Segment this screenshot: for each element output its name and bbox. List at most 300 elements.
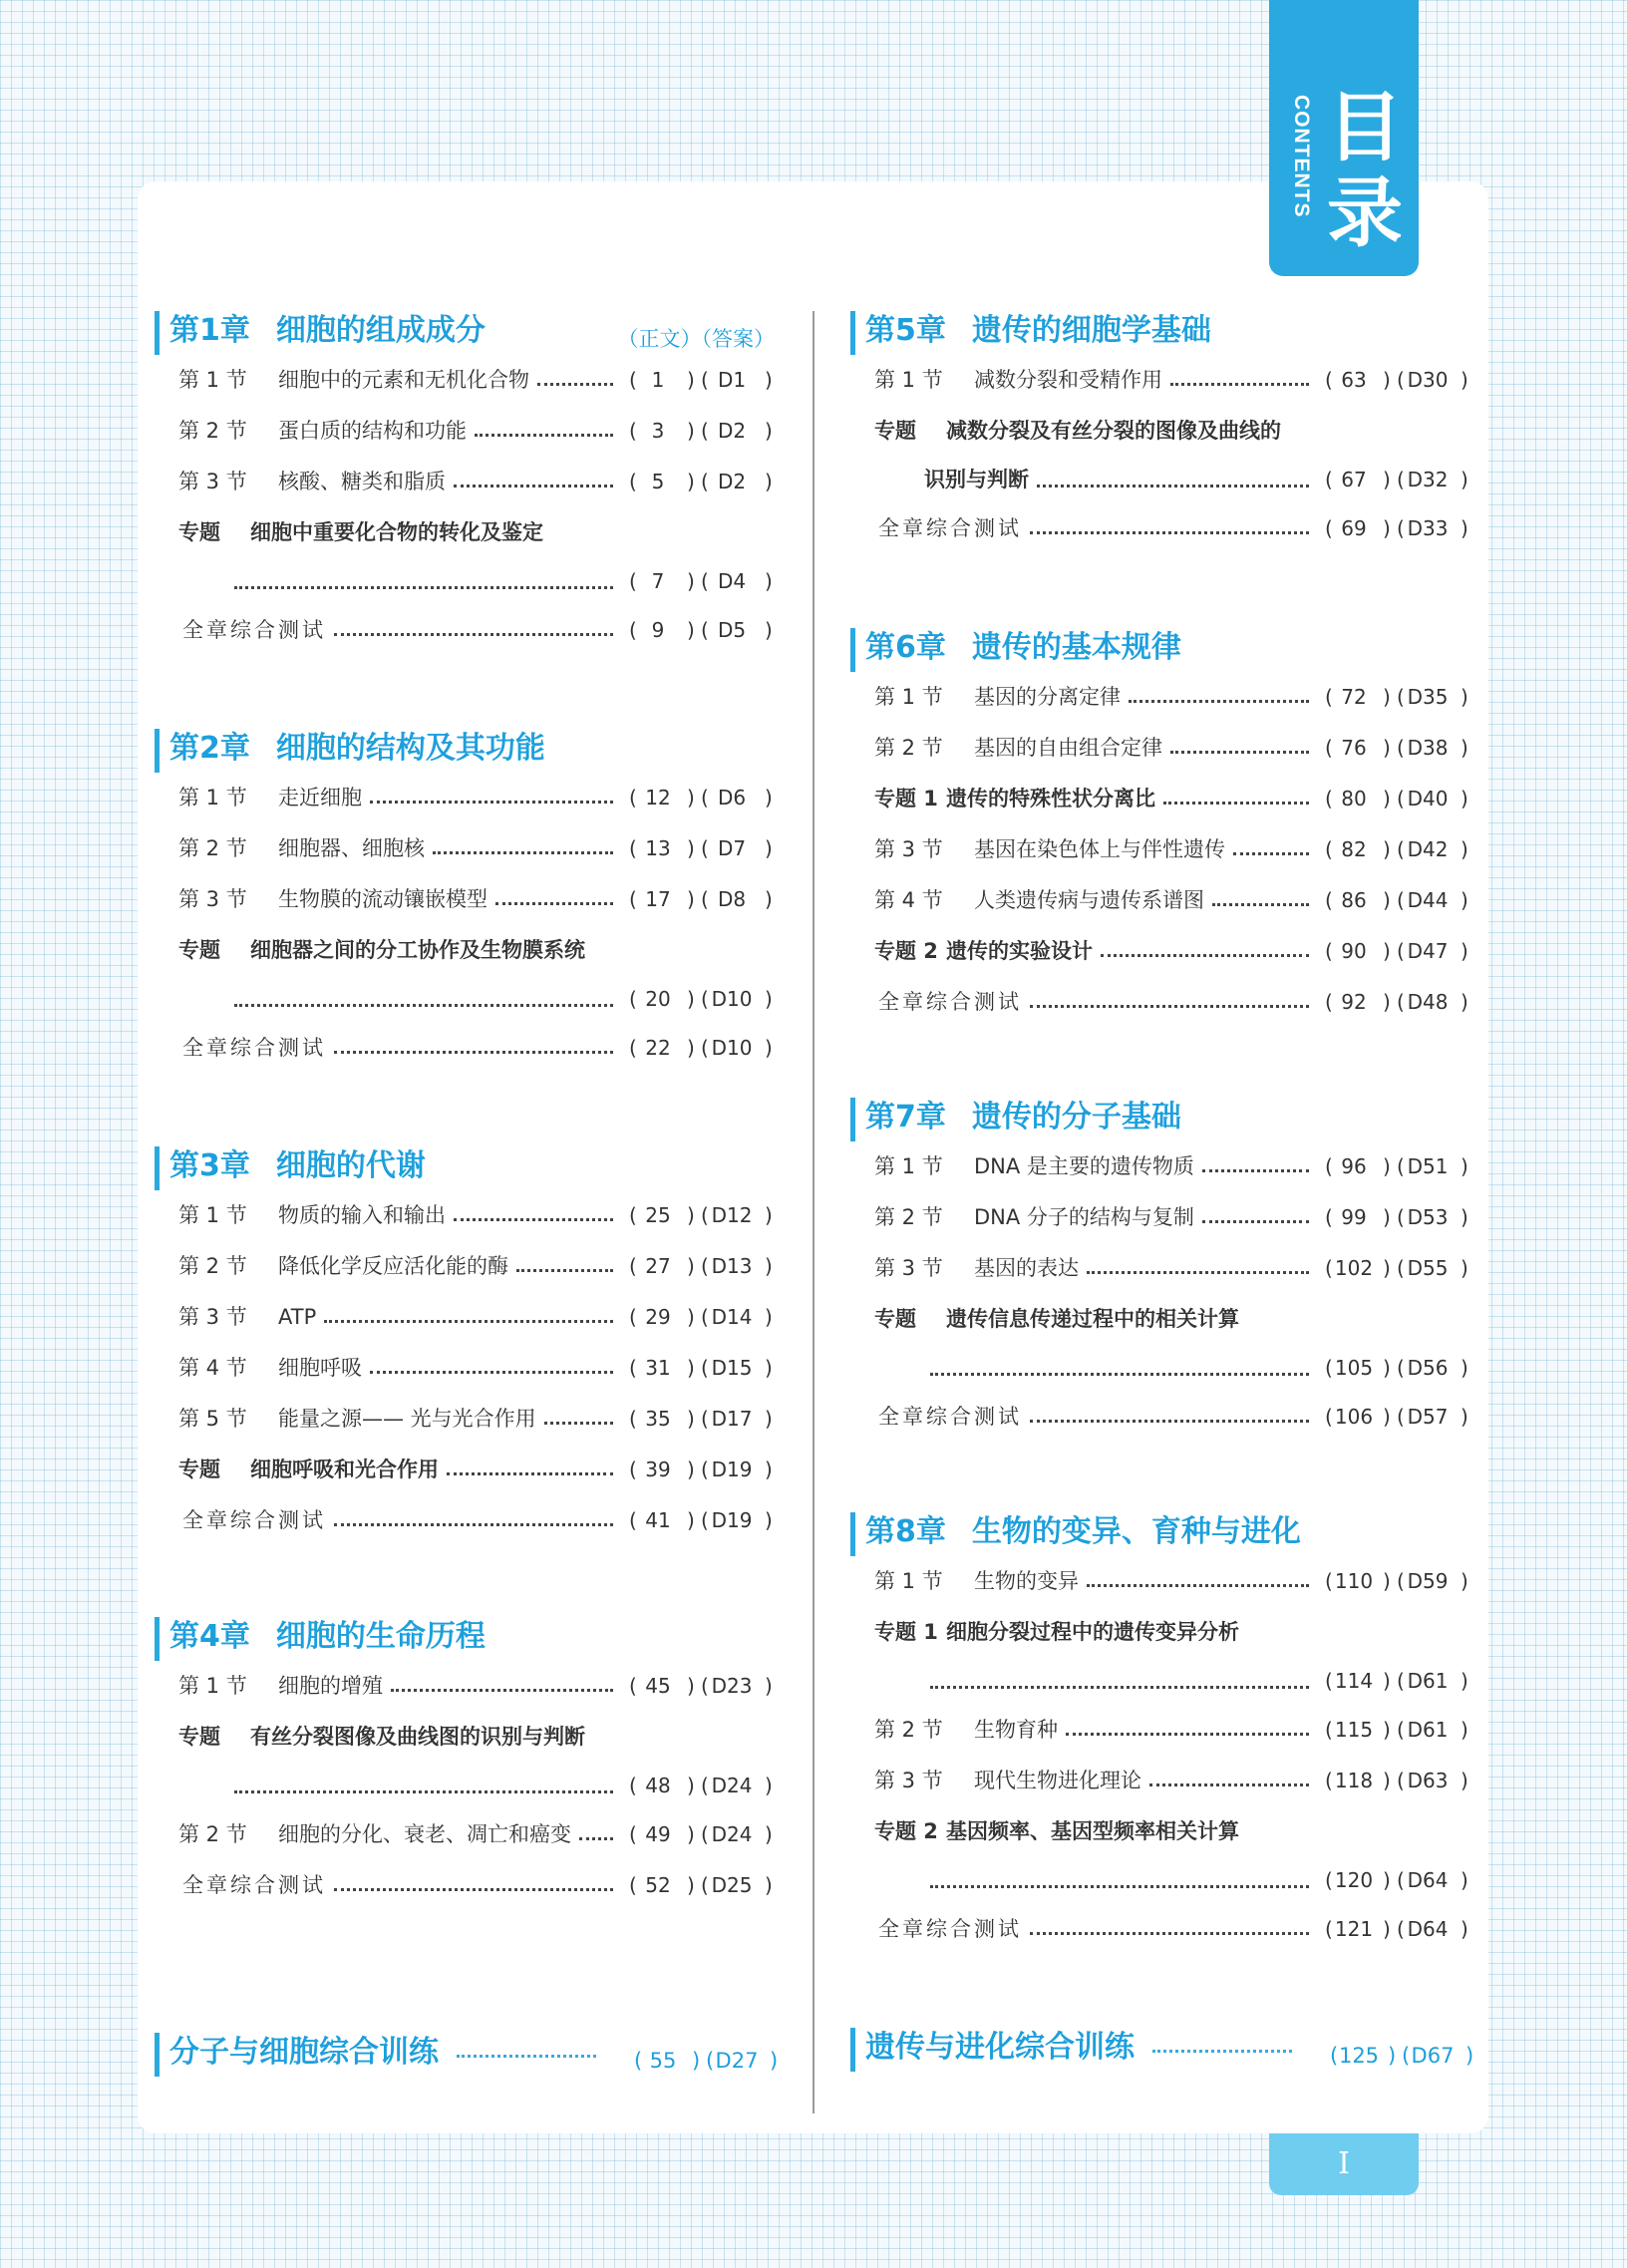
paren-close: ) — [1461, 1917, 1468, 1941]
toc-entry-chapter-test[interactable] — [850, 1904, 1470, 1955]
comprehensive-training[interactable] — [850, 2028, 1474, 2072]
dot-leader — [1087, 1271, 1309, 1274]
dot-leader — [475, 434, 613, 437]
entry-title: 基因在染色体上与伴性遗传 — [974, 837, 1225, 861]
toc-entry-topic[interactable] — [850, 926, 1470, 977]
paren-open: ( — [1325, 1769, 1333, 1792]
paren-close: ) — [765, 1203, 773, 1227]
toc-entry-continuation[interactable] — [850, 1345, 1470, 1392]
paren-open: ( — [701, 786, 709, 810]
answer-page-value: D33 — [1407, 516, 1449, 540]
paren-open: ( — [1397, 787, 1405, 810]
paren-open: ( — [1325, 1405, 1333, 1429]
entry-title: 走近细胞 — [278, 786, 362, 810]
chapter-4 — [850, 1512, 1470, 1955]
paren-open: ( — [1397, 1669, 1405, 1693]
entry-text — [178, 457, 446, 507]
paren-close: ) — [1388, 2044, 1397, 2068]
dot-leader — [1066, 1733, 1309, 1736]
chapter-2 — [155, 729, 775, 1074]
toc-entry-section[interactable] — [155, 1292, 775, 1343]
entry-text — [874, 672, 1121, 723]
toc-entry-chapter-test[interactable] — [850, 977, 1470, 1028]
paren-open: ( — [629, 987, 637, 1011]
paren-open: ( — [1397, 1917, 1405, 1941]
entry-label: 第 1 节 — [178, 1674, 247, 1698]
toc-entry-section[interactable] — [850, 672, 1470, 723]
paren-open: ( — [1397, 1718, 1405, 1742]
answer-page-value: D35 — [1407, 685, 1449, 709]
toc-entry-continuation[interactable] — [155, 1763, 775, 1809]
answer-page-value: D24 — [711, 1774, 753, 1797]
page-number-value: 3 — [651, 419, 665, 443]
answer-page-value: D38 — [1407, 736, 1449, 760]
answer-page-value: D19 — [711, 1458, 753, 1481]
toc-entry-section[interactable] — [155, 1343, 775, 1394]
toc-entry-topic[interactable] — [155, 925, 775, 976]
paren-open: ( — [629, 1356, 637, 1380]
answer-page-value: D6 — [717, 786, 747, 810]
entry-label: 专题 1 — [874, 1620, 938, 1644]
toc-entry-topic[interactable] — [850, 774, 1470, 824]
contents-title: 目录 — [1327, 83, 1403, 257]
dot-leader — [433, 851, 613, 854]
paren-open: ( — [1397, 1154, 1405, 1178]
entry-label: 专题 — [874, 419, 916, 443]
entry-title: 基因的自由组合定律 — [974, 736, 1162, 760]
paren-open: ( — [1397, 736, 1405, 760]
answer-page-value: D51 — [1407, 1154, 1449, 1178]
entry-title: 细胞呼吸 — [278, 1356, 362, 1380]
entry-text — [874, 1705, 1058, 1756]
paren-close: ) — [765, 569, 773, 593]
entry-text — [878, 503, 1022, 554]
paren-close: ) — [1383, 1569, 1391, 1593]
paren-open: ( — [629, 836, 637, 860]
paren-close: ) — [687, 1305, 695, 1329]
entry-label: 第 1 节 — [874, 1569, 943, 1593]
chapter-name: 遗传的基本规律 — [971, 630, 1181, 665]
entry-title: 蛋白质的结构和功能 — [278, 419, 467, 443]
entry-label: 专题 1 — [874, 787, 938, 810]
entry-title: 全章综合测试 — [182, 1036, 326, 1060]
entry-title: 全章综合测试 — [878, 990, 1022, 1014]
toc-entry-section[interactable] — [155, 773, 775, 823]
paren-close: ) — [1383, 1205, 1391, 1229]
paren-open: ( — [701, 987, 709, 1011]
paren-open: ( — [701, 1674, 709, 1698]
paren-open: ( — [1397, 1205, 1405, 1229]
dot-leader — [324, 1320, 613, 1323]
page-number-value: 35 — [645, 1407, 671, 1431]
paren-open: ( — [629, 1873, 637, 1897]
paren-open: ( — [1325, 1868, 1333, 1892]
paren-close: ) — [687, 1822, 695, 1846]
paren-open: ( — [701, 618, 709, 642]
toc-entry-chapter-test[interactable] — [850, 1392, 1470, 1443]
answer-page-value: D5 — [717, 618, 747, 642]
paren-open: ( — [701, 836, 709, 860]
answer-page-value: D59 — [1407, 1569, 1449, 1593]
toc-entry-section[interactable] — [850, 1243, 1470, 1294]
answer-page-value: D32 — [1407, 468, 1449, 491]
paren-close: ) — [687, 470, 695, 493]
toc-entry-topic[interactable] — [850, 1607, 1470, 1658]
chapter-heading — [155, 1146, 775, 1190]
page-number-value: 90 — [1341, 939, 1367, 963]
dot-leader — [1170, 383, 1309, 386]
paren-open: ( — [701, 1254, 709, 1278]
paren-close: ) — [1461, 837, 1468, 861]
chapter-heading — [155, 729, 775, 773]
entry-text — [874, 1756, 1141, 1806]
toc-entry-section[interactable] — [155, 823, 775, 874]
toc-entry-section[interactable] — [850, 1192, 1470, 1243]
paren-open: ( — [629, 618, 637, 642]
chapter-name: 遗传的细胞学基础 — [971, 313, 1211, 348]
paren-open: ( — [629, 1822, 637, 1846]
chapter-name: 细胞的结构及其功能 — [275, 731, 545, 766]
toc-entry-continuation[interactable] — [850, 1658, 1470, 1705]
entry-title: 全章综合测试 — [182, 618, 326, 642]
paren-open: ( — [1397, 685, 1405, 709]
paren-close: ) — [1383, 1405, 1391, 1429]
paren-open: ( — [1397, 1868, 1405, 1892]
answer-page-value: D2 — [717, 470, 747, 493]
entry-label: 第 1 节 — [874, 368, 943, 392]
paren-close: ) — [1461, 468, 1468, 491]
paren-close: ) — [1383, 837, 1391, 861]
paren-open: ( — [1397, 939, 1405, 963]
chapter-label: 第1章 — [169, 313, 250, 348]
entry-title: DNA 分子的结构与复制 — [974, 1205, 1194, 1229]
paren-open: ( — [1397, 516, 1405, 540]
toc-entry-section[interactable] — [850, 824, 1470, 875]
answer-page-value: D56 — [1407, 1356, 1449, 1380]
paren-open: ( — [1325, 516, 1333, 540]
entry-text — [178, 1809, 571, 1860]
paren-open: ( — [701, 1356, 709, 1380]
toc-entry-chapter-test[interactable] — [155, 605, 775, 656]
dot-leader — [370, 1371, 613, 1374]
column-note: （正文）（答案） — [617, 327, 775, 351]
toc-entry-section[interactable] — [155, 874, 775, 925]
paren-close: ) — [1383, 990, 1391, 1014]
toc-entry-continuation[interactable] — [155, 976, 775, 1023]
toc-entry-section[interactable] — [155, 1661, 775, 1712]
paren-open: ( — [1325, 1718, 1333, 1742]
paren-open: ( — [1325, 468, 1333, 491]
paren-close: ) — [765, 618, 773, 642]
paren-close: ) — [765, 419, 773, 443]
dot-leader — [1030, 531, 1309, 534]
toc-entry-section[interactable] — [155, 1241, 775, 1292]
page-number-value: 86 — [1341, 888, 1367, 912]
entry-title: 核酸、糖类和脂质 — [278, 470, 446, 493]
paren-close: ) — [765, 786, 773, 810]
toc-entry-section[interactable] — [155, 355, 775, 406]
answer-page-value: D53 — [1407, 1205, 1449, 1229]
toc-entry-section[interactable] — [850, 1141, 1470, 1192]
entry-text — [178, 507, 543, 558]
paren-close: ) — [765, 836, 773, 860]
chapter-heading — [850, 1512, 1470, 1556]
entry-title: 降低化学反应活化能的酶 — [278, 1254, 508, 1278]
entry-text — [874, 406, 1281, 457]
column-divider — [813, 311, 814, 2113]
chapter-1 — [850, 311, 1470, 554]
paren-open: ( — [701, 1203, 709, 1227]
answer-page-value: D67 — [1411, 2044, 1455, 2068]
paren-open: ( — [1397, 368, 1405, 392]
page-number-value: 27 — [645, 1254, 671, 1278]
training-page-ref — [1330, 2030, 1475, 2070]
paren-open: ( — [1325, 368, 1333, 392]
paren-close: ) — [765, 1873, 773, 1897]
paren-close: ) — [765, 987, 773, 1011]
answer-page-value: D61 — [1407, 1669, 1449, 1693]
entry-title: 细胞器、细胞核 — [278, 836, 425, 860]
toc-entry-chapter-test[interactable] — [850, 503, 1470, 554]
toc-entry-section[interactable] — [155, 1190, 775, 1241]
toc-entry-topic[interactable] — [850, 406, 1470, 457]
answer-page-value: D25 — [711, 1873, 753, 1897]
answer-page-value: D30 — [1407, 368, 1449, 392]
toc-entry-section[interactable] — [850, 875, 1470, 926]
entry-title: 细胞分裂过程中的遗传变异分析 — [946, 1620, 1239, 1644]
paren-open: ( — [1397, 1256, 1405, 1280]
entry-text — [178, 1190, 446, 1241]
toc-entry-continuation[interactable] — [155, 558, 775, 605]
page-number-value: 25 — [645, 1203, 671, 1227]
answer-page-value: D2 — [717, 419, 747, 443]
paren-open: ( — [1325, 1154, 1333, 1178]
toc-entry-topic[interactable] — [850, 1294, 1470, 1345]
entry-text — [874, 1556, 1079, 1607]
paren-close: ) — [1383, 516, 1391, 540]
chapter-heading — [155, 1617, 775, 1661]
training-heading — [155, 2033, 779, 2077]
paren-close: ) — [1461, 368, 1468, 392]
paren-close: ) — [687, 1356, 695, 1380]
toc-entry-section[interactable] — [155, 1809, 775, 1860]
entry-text — [874, 1192, 1194, 1243]
toc-entry-section[interactable] — [155, 406, 775, 457]
entry-text — [178, 1241, 508, 1292]
paren-open: ( — [1397, 1405, 1405, 1429]
paren-close: ) — [687, 786, 695, 810]
entry-text — [182, 605, 326, 656]
entry-title: 基因的表达 — [974, 1256, 1079, 1280]
dot-leader — [930, 1686, 1309, 1689]
paren-close: ) — [1461, 787, 1468, 810]
entry-text — [874, 875, 1204, 926]
entry-text — [178, 355, 529, 406]
dot-leader — [1129, 700, 1309, 703]
paren-close: ) — [1461, 1569, 1468, 1593]
paren-close: ) — [1461, 685, 1468, 709]
paren-close: ) — [1461, 1868, 1468, 1892]
answer-page-value: D64 — [1407, 1917, 1449, 1941]
dot-leader — [516, 1269, 613, 1272]
dot-leader — [334, 1051, 613, 1054]
entry-title: 有丝分裂图像及曲线图的识别与判断 — [250, 1725, 585, 1749]
toc-entry-topic[interactable] — [155, 1445, 775, 1495]
paren-close: ) — [1383, 1256, 1391, 1280]
dot-leader — [495, 902, 613, 905]
toc-entry-section[interactable] — [850, 1556, 1470, 1607]
entry-text — [878, 1904, 1022, 1955]
paren-close: ) — [1461, 1769, 1468, 1792]
entry-label: 第 3 节 — [874, 1256, 943, 1280]
answer-page-value: D23 — [711, 1674, 753, 1698]
chapter-name: 遗传的分子基础 — [971, 1100, 1181, 1134]
paren-open: ( — [629, 1203, 637, 1227]
paren-close: ) — [1461, 736, 1468, 760]
toc-entry-section[interactable] — [850, 355, 1470, 406]
paren-open: ( — [629, 1305, 637, 1329]
entry-text — [178, 773, 362, 823]
toc-entry-section[interactable] — [155, 457, 775, 507]
toc-entry-section[interactable] — [850, 723, 1470, 774]
entry-title: 生物膜的流动镶嵌模型 — [278, 887, 488, 911]
page-number-value: 41 — [645, 1508, 671, 1532]
answer-page-value: D8 — [717, 887, 747, 911]
toc-entry-continuation[interactable] — [850, 457, 1470, 503]
paren-open: ( — [629, 1674, 637, 1698]
entry-label: 第 3 节 — [178, 1305, 247, 1329]
paren-close: ) — [1383, 1769, 1391, 1792]
chapter-label: 第3章 — [169, 1148, 250, 1183]
entry-text — [874, 1607, 1239, 1658]
dot-leader — [234, 586, 613, 589]
paren-close: ) — [1461, 1356, 1468, 1380]
paren-open: ( — [1325, 1917, 1333, 1941]
paren-close: ) — [1461, 1154, 1468, 1178]
entry-text — [178, 1343, 362, 1394]
comprehensive-training[interactable] — [155, 2033, 779, 2077]
page-number-value: 1 — [651, 368, 665, 392]
toc-entry-chapter-test[interactable] — [155, 1860, 775, 1911]
entry-label: 第 2 节 — [178, 1822, 247, 1846]
entry-title: 减数分裂及有丝分裂的图像及曲线的 — [946, 419, 1281, 443]
entry-label: 第 3 节 — [178, 470, 247, 493]
toc-entry-topic[interactable] — [155, 507, 775, 558]
toc-entry-section[interactable] — [850, 1705, 1470, 1756]
answer-page-value: D10 — [711, 987, 753, 1011]
paren-open: ( — [634, 2049, 643, 2073]
entry-label: 第 2 节 — [874, 1718, 943, 1742]
page-number-value: 99 — [1341, 1205, 1367, 1229]
toc-entry-chapter-test[interactable] — [155, 1023, 775, 1074]
dot-leader — [454, 485, 613, 487]
paren-open: ( — [706, 2049, 715, 2073]
paren-close: ) — [687, 419, 695, 443]
entry-label: 第 2 节 — [874, 1205, 943, 1229]
entry-text — [874, 1243, 1079, 1294]
entry-text — [878, 977, 1022, 1028]
entry-label: 第 4 节 — [874, 888, 943, 912]
dot-leader — [1037, 485, 1309, 487]
paren-open: ( — [1325, 1205, 1333, 1229]
page-number-value: 17 — [645, 887, 671, 911]
paren-open: ( — [629, 1254, 637, 1278]
toc-entry-topic[interactable] — [155, 1712, 775, 1763]
entry-title: 全章综合测试 — [878, 1917, 1022, 1941]
page-number-value: 5 — [651, 470, 665, 493]
paren-open: ( — [701, 368, 709, 392]
page-number-value: 48 — [645, 1774, 671, 1797]
page-number-value: 105 — [1334, 1356, 1374, 1380]
entry-title: DNA 是主要的遗传物质 — [974, 1154, 1194, 1178]
chapter-heading — [850, 1098, 1470, 1141]
paren-open: ( — [1325, 685, 1333, 709]
entry-label: 专题 — [178, 1458, 220, 1481]
toc-entry-section[interactable] — [155, 1394, 775, 1445]
toc-entry-topic[interactable] — [850, 1806, 1470, 1857]
contents-tab — [1269, 0, 1419, 276]
paren-close: ) — [687, 1508, 695, 1532]
paren-close: ) — [1383, 1917, 1391, 1941]
entry-title: 遗传的实验设计 — [946, 939, 1093, 963]
entry-title: 遗传的特殊性状分离比 — [946, 787, 1155, 810]
paren-close: ) — [1461, 516, 1468, 540]
paren-open: ( — [1325, 990, 1333, 1014]
toc-entry-section[interactable] — [850, 1756, 1470, 1806]
entry-text — [178, 1445, 439, 1495]
entry-title: 生物的变异 — [974, 1569, 1079, 1593]
paren-close: ) — [1461, 1718, 1468, 1742]
answer-page-value: D1 — [717, 368, 747, 392]
paren-close: ) — [1461, 1669, 1468, 1693]
dot-leader — [447, 1472, 613, 1475]
paren-close: ) — [1461, 1256, 1468, 1280]
toc-entry-continuation[interactable] — [850, 1857, 1470, 1904]
entry-text — [178, 406, 467, 457]
toc-entry-chapter-test[interactable] — [155, 1495, 775, 1546]
paren-open: ( — [629, 1508, 637, 1532]
paren-open: ( — [701, 887, 709, 911]
paren-close: ) — [687, 987, 695, 1011]
paren-close: ) — [1383, 1868, 1391, 1892]
dot-leader — [537, 383, 613, 386]
paren-open: ( — [629, 1774, 637, 1797]
paren-open: ( — [1325, 787, 1333, 810]
paren-open: ( — [701, 1508, 709, 1532]
paren-close: ) — [1465, 2044, 1474, 2068]
dot-leader — [234, 1004, 613, 1007]
paren-close: ) — [1383, 1669, 1391, 1693]
entry-label: 专题 — [178, 938, 220, 962]
paren-close: ) — [1461, 990, 1468, 1014]
paren-close: ) — [1383, 685, 1391, 709]
entry-title: ATP — [278, 1305, 317, 1329]
chapter-label: 第6章 — [865, 630, 946, 665]
answer-page-value: D55 — [1407, 1256, 1449, 1280]
answer-page-value: D17 — [711, 1407, 753, 1431]
dot-leader — [1030, 1420, 1309, 1423]
entry-text — [878, 1392, 1022, 1443]
dot-leader — [544, 1422, 613, 1425]
dot-leader — [930, 1373, 1309, 1376]
paren-open: ( — [629, 1458, 637, 1481]
entry-label: 第 5 节 — [178, 1407, 247, 1431]
paren-close: ) — [692, 2049, 701, 2073]
entry-text — [874, 723, 1162, 774]
paren-close: ) — [1461, 1205, 1468, 1229]
page-number-value: 69 — [1341, 516, 1367, 540]
entry-label: 专题 2 — [874, 1819, 938, 1843]
